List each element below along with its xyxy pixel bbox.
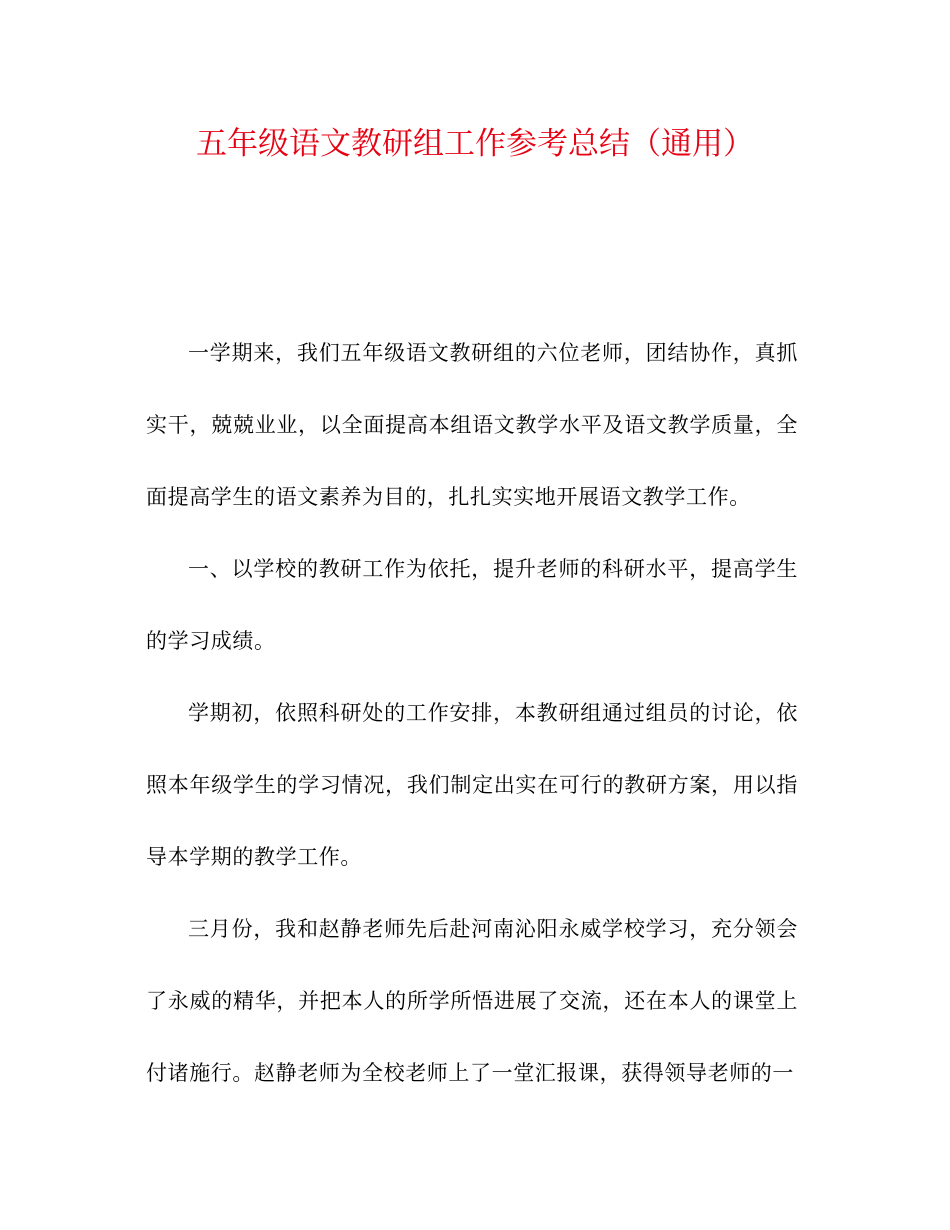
paragraph-march: 三月份，我和赵静老师先后赴河南沁阳永威学校学习，充分领会了永威的精华，并把本人的所学所悟进展了交流，还在本人的课堂上付诸施行。赵静老师为全校老师上了一堂汇报课，获得领导老师的一 <box>146 917 798 1085</box>
document-body <box>146 317 798 1109</box>
paragraph-intro: 一学期来，我们五年级语文教研组的六位老师，团结协作，真抓实干，兢兢业业，以全面提高本组语文教学水平及语文教学质量，全面提高学生的语文素养为目的，扎扎实实地开展语文教学工作。 <box>146 341 798 509</box>
paragraph-section-one-heading: 一、以学校的教研工作为依托，提升老师的科研水平，提高学生的学习成绩。 <box>146 557 798 653</box>
paragraph-semester-start: 学期初，依照科研处的工作安排，本教研组通过组员的讨论，依照本年级学生的学习情况，我们制定出实在可行的教研方案，用以指导本学期的教学工作。 <box>146 701 798 869</box>
document-title: 五年级语文教研组工作参考总结（通用） <box>196 126 754 162</box>
